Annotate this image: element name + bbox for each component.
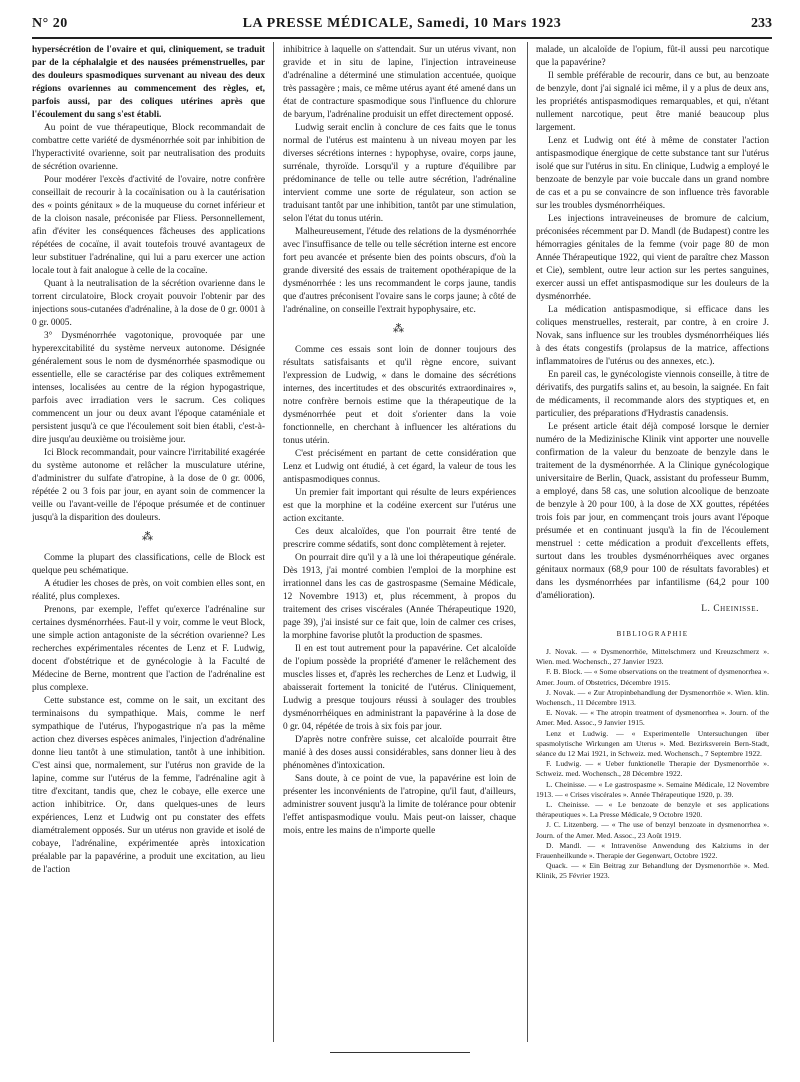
paragraph: En pareil cas, le gynécologiste viennois conseille, à titre de dérivatifs, des purgatifs salins et, au besoin, la saignée. En fait de médicaments, il recommande alors des styptiques et, en particulier, des préparations d'Hydrastis canadensis. xyxy=(536,370,769,419)
paragraph: Cette substance est, comme on le sait, un excitant des terminaisons du sympathique. Mais, comme le nerf sympathique de l'utérus, l'hypogastrique n'a pas la même action chez diverses espèces animales, l'injection d'adrénaline donne lieu tantôt à une stimulation, tantôt à une inhibition. C'est ainsi que, normalement, sur l'utérus non gravide de la lapine, comme sur l'utérus de la femme, l'adrénaline agit à titre d'excitant, tandis que, chez le cobaye, elle exerce une action inhibitrice. Or, dans quelques-unes de leurs expériences, Lenz et Ludwig ont pu constater des effets diamétralement opposés. Sur un utérus non gravide et isolé de cobaye, l'adrénaline, expérimentée après intoxication préalable par la papavérine, a produit une excitation, au lieu de l'action xyxy=(32,696,265,875)
bibliography-entry: F. B. Block. — « Some observations on the treatment of dysmenorrhea ». Amer. Journ. of Obstetrics, Décembre 1915. xyxy=(536,667,769,687)
bibliography-entry: L. Cheinisse. — « Le benzoate de benzyle et ses applications thérapeutiques ». La Presse Médicale, 9 Octobre 1920. xyxy=(536,800,769,820)
paragraph: D'après notre confrère suisse, cet alcaloïde pourrait être manié à des doses aussi considérables, sans donner lieu à des phénomènes d'intoxication. xyxy=(283,735,516,771)
paragraph: Un premier fait important qui résulte de leurs expériences est que la morphine et la codéine exercent sur l'utérus une action excitante. xyxy=(283,488,516,524)
bibliography xyxy=(536,647,769,882)
bibliography-entry: F. Ludwig. — « Ueber funktionelle Therapie der Dysmenorrhöe ». Schweiz. med. Wochensch., 28 Décembre 1922. xyxy=(536,759,769,779)
column-separator xyxy=(527,42,528,1042)
paragraph: Au point de vue thérapeutique, Block recommandait de combattre cette variété de dysménorrhée soit par inhibition de l'hyperactivité ovarienne, soit par neutralisation des produits de sécrétion ovarienne. xyxy=(32,123,265,172)
section-separator: ⁂ xyxy=(393,323,406,335)
section-separator: ⁂ xyxy=(142,531,155,543)
footer-rule xyxy=(330,1052,470,1053)
issue-number: N° 20 xyxy=(32,16,68,31)
bibliography-entry: J. Novak. — « Zur Atropinbehandlung der Dysmenorrhöe ». Wien. klin. Wochensch., 11 Décembre 1913. xyxy=(536,687,769,708)
paragraph: malade, un alcaloïde de l'opium, fût-il aussi peu narcotique que la papavérine? xyxy=(536,45,769,68)
bibliography-entry: J. Novak. — « Dysmenorrhöe, Mittelschmerz und Kreuzschmerz ». Wien. med. Wochensch., 27 Janvier 1923. xyxy=(536,647,769,667)
bibliography-entry: Quack. — « Ein Beitrag zur Behandlung der Dysmenorrhöe ». Med. Klinik, 25 Février 1923. xyxy=(536,861,769,881)
paragraph: On pourrait dire qu'il y a là une loi thérapeutique générale. Dès 1913, j'ai montré combien l'emploi de la morphine est irrationnel dans les cas de gastrospasme (Semaine Médicale, 12 Novembre 1913) et, plus récemment, à propos du traitement des crises viscérales (Année Thérapeutique 1920, page 39), j'ai insisté sur ce fait que, loin de calmer ces crises, la morphine favorise plutôt la production de spasmes. xyxy=(283,553,516,641)
bibliography-entry: J. C. Litzenberg. — « The use of benzyl benzoate in dysmenorrhea ». Journ. of the Amer. Med. Assoc., 23 Août 1919. xyxy=(536,820,769,840)
column-2 xyxy=(283,44,516,838)
paragraph: Le présent article était déjà composé lorsque le dernier numéro de la Medizinische Klinik vint apporter une nouvelle confirmation de la valeur du benzoate de benzyle dans le traitement de la dysménorrhée. A la Clinique gynécologique universitaire de Berlin, Quack, assistant du professeur Bumm, a employé, dans 58 cas, une solution alcoolique de benzoate de benzyle à 20 pour 100, à la dose de XX gouttes, répétées trois fois par jour, en commençant trois jours avant l'époque présumée et en continuant jusqu'à la fin de l'écoulement menstruel : cette médication a produit d'excellents effets, surtout dans les troubles dysménorrhéiques avec organes génitaux normaux (68,9 pour 100 de résultats favorables) et dans les dysménorrhées par infantilisme (64,2 pour 100 d'amélioration). xyxy=(536,422,769,601)
paragraph: Comme la plupart des classifications, celle de Block est quelque peu schématique. xyxy=(32,553,265,576)
bibliography-entry: L. Cheinisse. — « Le gastrospasme ». Semaine Médicale, 12 Novembre 1913. — « Crises viscérales ». Année Thérapeutique 1920, p. 39. xyxy=(536,779,769,799)
author-signature: L. Cheinisse. xyxy=(701,604,759,614)
bibliography-entry: E. Novak. — « The atropin treatment of dysmenorrhea ». Journ. of the Amer. Med. Assoc., 9 Janvier 1915. xyxy=(536,708,769,728)
paragraph: Malheureusement, l'étude des relations de la dysménorrhée avec l'insuffisance de telle ou telle sécrétion interne est encore fort peu avancée et présente bien des points obscurs, d'où la grande diversité des essais de traitement opothérapique de la dysménorrhée : les uns recommandent le corps jaune, tandis que d'autres préconisent l'ovaire sans le corps jaune; à côté de l'adrénaline, on conseille l'extrait hypophysaire, etc. xyxy=(283,227,516,315)
paragraph: hypersécrétion de l'ovaire et qui, cliniquement, se traduit par de la céphalalgie et des nausées prémenstruelles, par des douleurs spasmodiques survenant au niveau des deux régions ovariennes au commencement des règles, et, parfois aussi, par des coliques utérines après que l'écoulement du sang s'est établi. xyxy=(32,45,265,120)
header-rule xyxy=(32,37,772,39)
paragraph: Ici Block recommandait, pour vaincre l'irritabilité exagérée du système autonome et relâcher la musculature utérine, d'administrer du sulfate d'atropine, à la dose de 0 gr. 0006, répétée 2 ou 3 fois par jour, en ayant soin de commencer la veille ou l'avant-veille de l'époque présumée et de continuer jusqu'à la disparition des douleurs. xyxy=(32,448,265,523)
paragraph: A étudier les choses de près, on voit combien elles sont, en réalité, plus complexes. xyxy=(32,579,265,602)
paragraph: Pour modérer l'excès d'activité de l'ovaire, notre confrère conseillait de recourir à la cocaïnisation ou à la cautérisation des « points génitaux » de la muqueuse du cornet inférieur et de la cloison nasale, préconisée par Fliess. Personnellement, afin d'éviter les conséquences fâcheuses des applications répétées de cocaïne, il avait toutefois trouvé avantageux de leur substituer l'adrénaline, qui lui a paru exercer une action locale tout à fait analogue à celle de la cocaïne. xyxy=(32,175,265,276)
bibliography-entry: D. Mandl. — « Intravenöse Anwendung des Kalziums in der Frauenheilkunde ». Therapie der Gegenwart, Octobre 1922. xyxy=(536,840,769,861)
paragraph: 3° Dysménorrhée vagotonique, provoquée par une hyperexcitabilité du système nerveux autonome. Désignée généralement sous le nom de dysménorrhée spasmodique ou essentielle, elle se caractérise par des coliques extrêmement intenses, localisées au centre de la région hypogastrique, parfois avec irradiation vers le sacrum. Ces coliques commencent un jour ou deux avant l'époque cataméniale et persistent jusqu'à ce que l'écoulement soit bien établi, c'est-à-dire jusqu'au deuxième ou troisième jour. xyxy=(32,331,265,445)
column-3 xyxy=(536,44,769,882)
paragraph: Comme ces essais sont loin de donner toujours des résultats satisfaisants et qu'il règne encore, suivant l'expression de Ludwig, « dans le domaine des sécrétions internes, des incertitudes et des obscurités extraordinaires », notre confrère bernois estime que la thérapeutique de la dysménorrhée peut et doit s'orienter dans la voie fonctionnelle, en cherchant à influencer les altérations du tonus utérin. xyxy=(283,345,516,446)
paragraph: Ces deux alcaloïdes, que l'on pourrait être tenté de prescrire comme sédatifs, sont donc complètement à rejeter. xyxy=(283,527,516,550)
column-1 xyxy=(32,44,265,877)
paragraph: Sans doute, à ce point de vue, la papavérine est loin de présenter les inconvénients de l'atropine, qu'il faut, d'ailleurs, administrer souvent jusqu'à la limite de tolérance pour obtenir l'effet antispasmodique voulu. Mais peut-on laisser, chaque mois, entre les mains de n'importe quelle xyxy=(283,774,516,836)
paragraph: La médication antispasmodique, si efficace dans les coliques menstruelles, resterait, par contre, à en croire J. Novak, sans influence sur les troubles dysménorrhéiques liés à des états congestifs (prolapsus de la matrice, affections inflammatoires de l'utérus ou des annexes, etc.). xyxy=(536,305,769,367)
journal-title: LA PRESSE MÉDICALE, Samedi, 10 Mars 1923 xyxy=(242,16,562,31)
paragraph: C'est précisément en partant de cette considération que Lenz et Ludwig ont étudié, à cet égard, la valeur de tous les antispasmodiques connus. xyxy=(283,449,516,485)
paragraph: inhibitrice à laquelle on s'attendait. Sur un utérus vivant, non gravide et in situ de lapine, l'injection intraveineuse d'adrénaline a déterminé une stimulation accentuée, quoique très passagère ; mais, ce même utérus ayant été amené dans un état de contracture spasmodique sous l'influence du chlorure de baryum, l'adrénaline produisit un effet directement opposé. xyxy=(283,45,516,120)
paragraph: Il semble préférable de recourir, dans ce but, au benzoate de benzyle, dont j'ai signalé ici même, il y a plus de deux ans, les propriétés antispasmodiques remarquables, et qui, n'étant nullement narcotique, peut être manié beaucoup plus largement. xyxy=(536,71,769,133)
bibliography-heading: BIBLIOGRAPHIE xyxy=(616,630,689,638)
paragraph: Lenz et Ludwig ont été à même de constater l'action antispasmodique énergique de cette substance tant sur l'utérus isolé que sur l'utérus in situ. En clinique, Ludwig a employé le benzoate de benzyle par voie buccale dans un grand nombre de cas et a pu se convaincre de son influence très favorable sur les troubles dysménorrhéiques. xyxy=(536,136,769,211)
column-separator xyxy=(273,42,274,1042)
paragraph: Les injections intraveineuses de bromure de calcium, préconisées récemment par D. Mandl (de Budapest) contre les hémorragies génitales de la femme (voir page 80 de mon Année Thérapeutique 1922, qui vient de paraître chez Masson et Cie), semblent, outre leur action sur les pertes sanguines, exercer aussi un effet antispasmodique sur les douleurs de la dysménorrhée. xyxy=(536,214,769,302)
paragraph: Prenons, par exemple, l'effet qu'exerce l'adrénaline sur certaines dysménorrhées. Faut-il y voir, comme le veut Block, une simple action antagoniste de la sécrétion ovarienne? Les recherches expérimentales récentes de Lenz et F. Ludwig, docent d'obstétrique et de gynécologie à la Faculté de Médecine de Berne, montrent que l'action de l'adrénaline est plus complexe. xyxy=(32,605,265,693)
bibliography-entry: Lenz et Ludwig. — « Experimentelle Untersuchungen über spasmolytische Wirkungen am Uterus ». Med. Bezirksverein Bern-Stadt, séance du 12 Mai 1921, in Schweiz. med. Wochensch., 7 Septembre 1922. xyxy=(536,728,769,759)
running-header xyxy=(32,14,772,36)
paragraph: Quant à la neutralisation de la sécrétion ovarienne dans le torrent circulatoire, Block croyait pouvoir l'obtenir par des injections sous-cutanées d'adrénaline, à la dose de 0 gr. 0001 à 0 gr. 0005. xyxy=(32,279,265,328)
paragraph: Ludwig serait enclin à conclure de ces faits que le tonus normal de l'utérus est maintenu à un niveau moyen par les diverses sécrétions internes : hypophyse, ovaire, corps jaune, surrénale, thyroïde. Lorsqu'il y a rupture d'équilibre par prédominance de telle ou telle autre sécrétion, l'adrénaline intervient comme une sorte de régulateur, son action se traduisant tantôt par une inhibition, tantôt par une stimulation, selon l'état du tonus utérin. xyxy=(283,123,516,224)
page-number: 233 xyxy=(751,16,772,31)
paragraph: Il en est tout autrement pour la papavérine. Cet alcaloïde de l'opium possède la propriété d'amener le relâchement des muscles lisses et, d'après les recherches de Lenz et Ludwig, il abaisserait fortement la tonicité de l'utérus. Cliniquement, Ludwig a presque toujours réussi à soulager des troubles dysménorrhéiques en administrant la papavérine à la dose de 0 gr. 04, répétée de trois à six fois par jour. xyxy=(283,644,516,732)
